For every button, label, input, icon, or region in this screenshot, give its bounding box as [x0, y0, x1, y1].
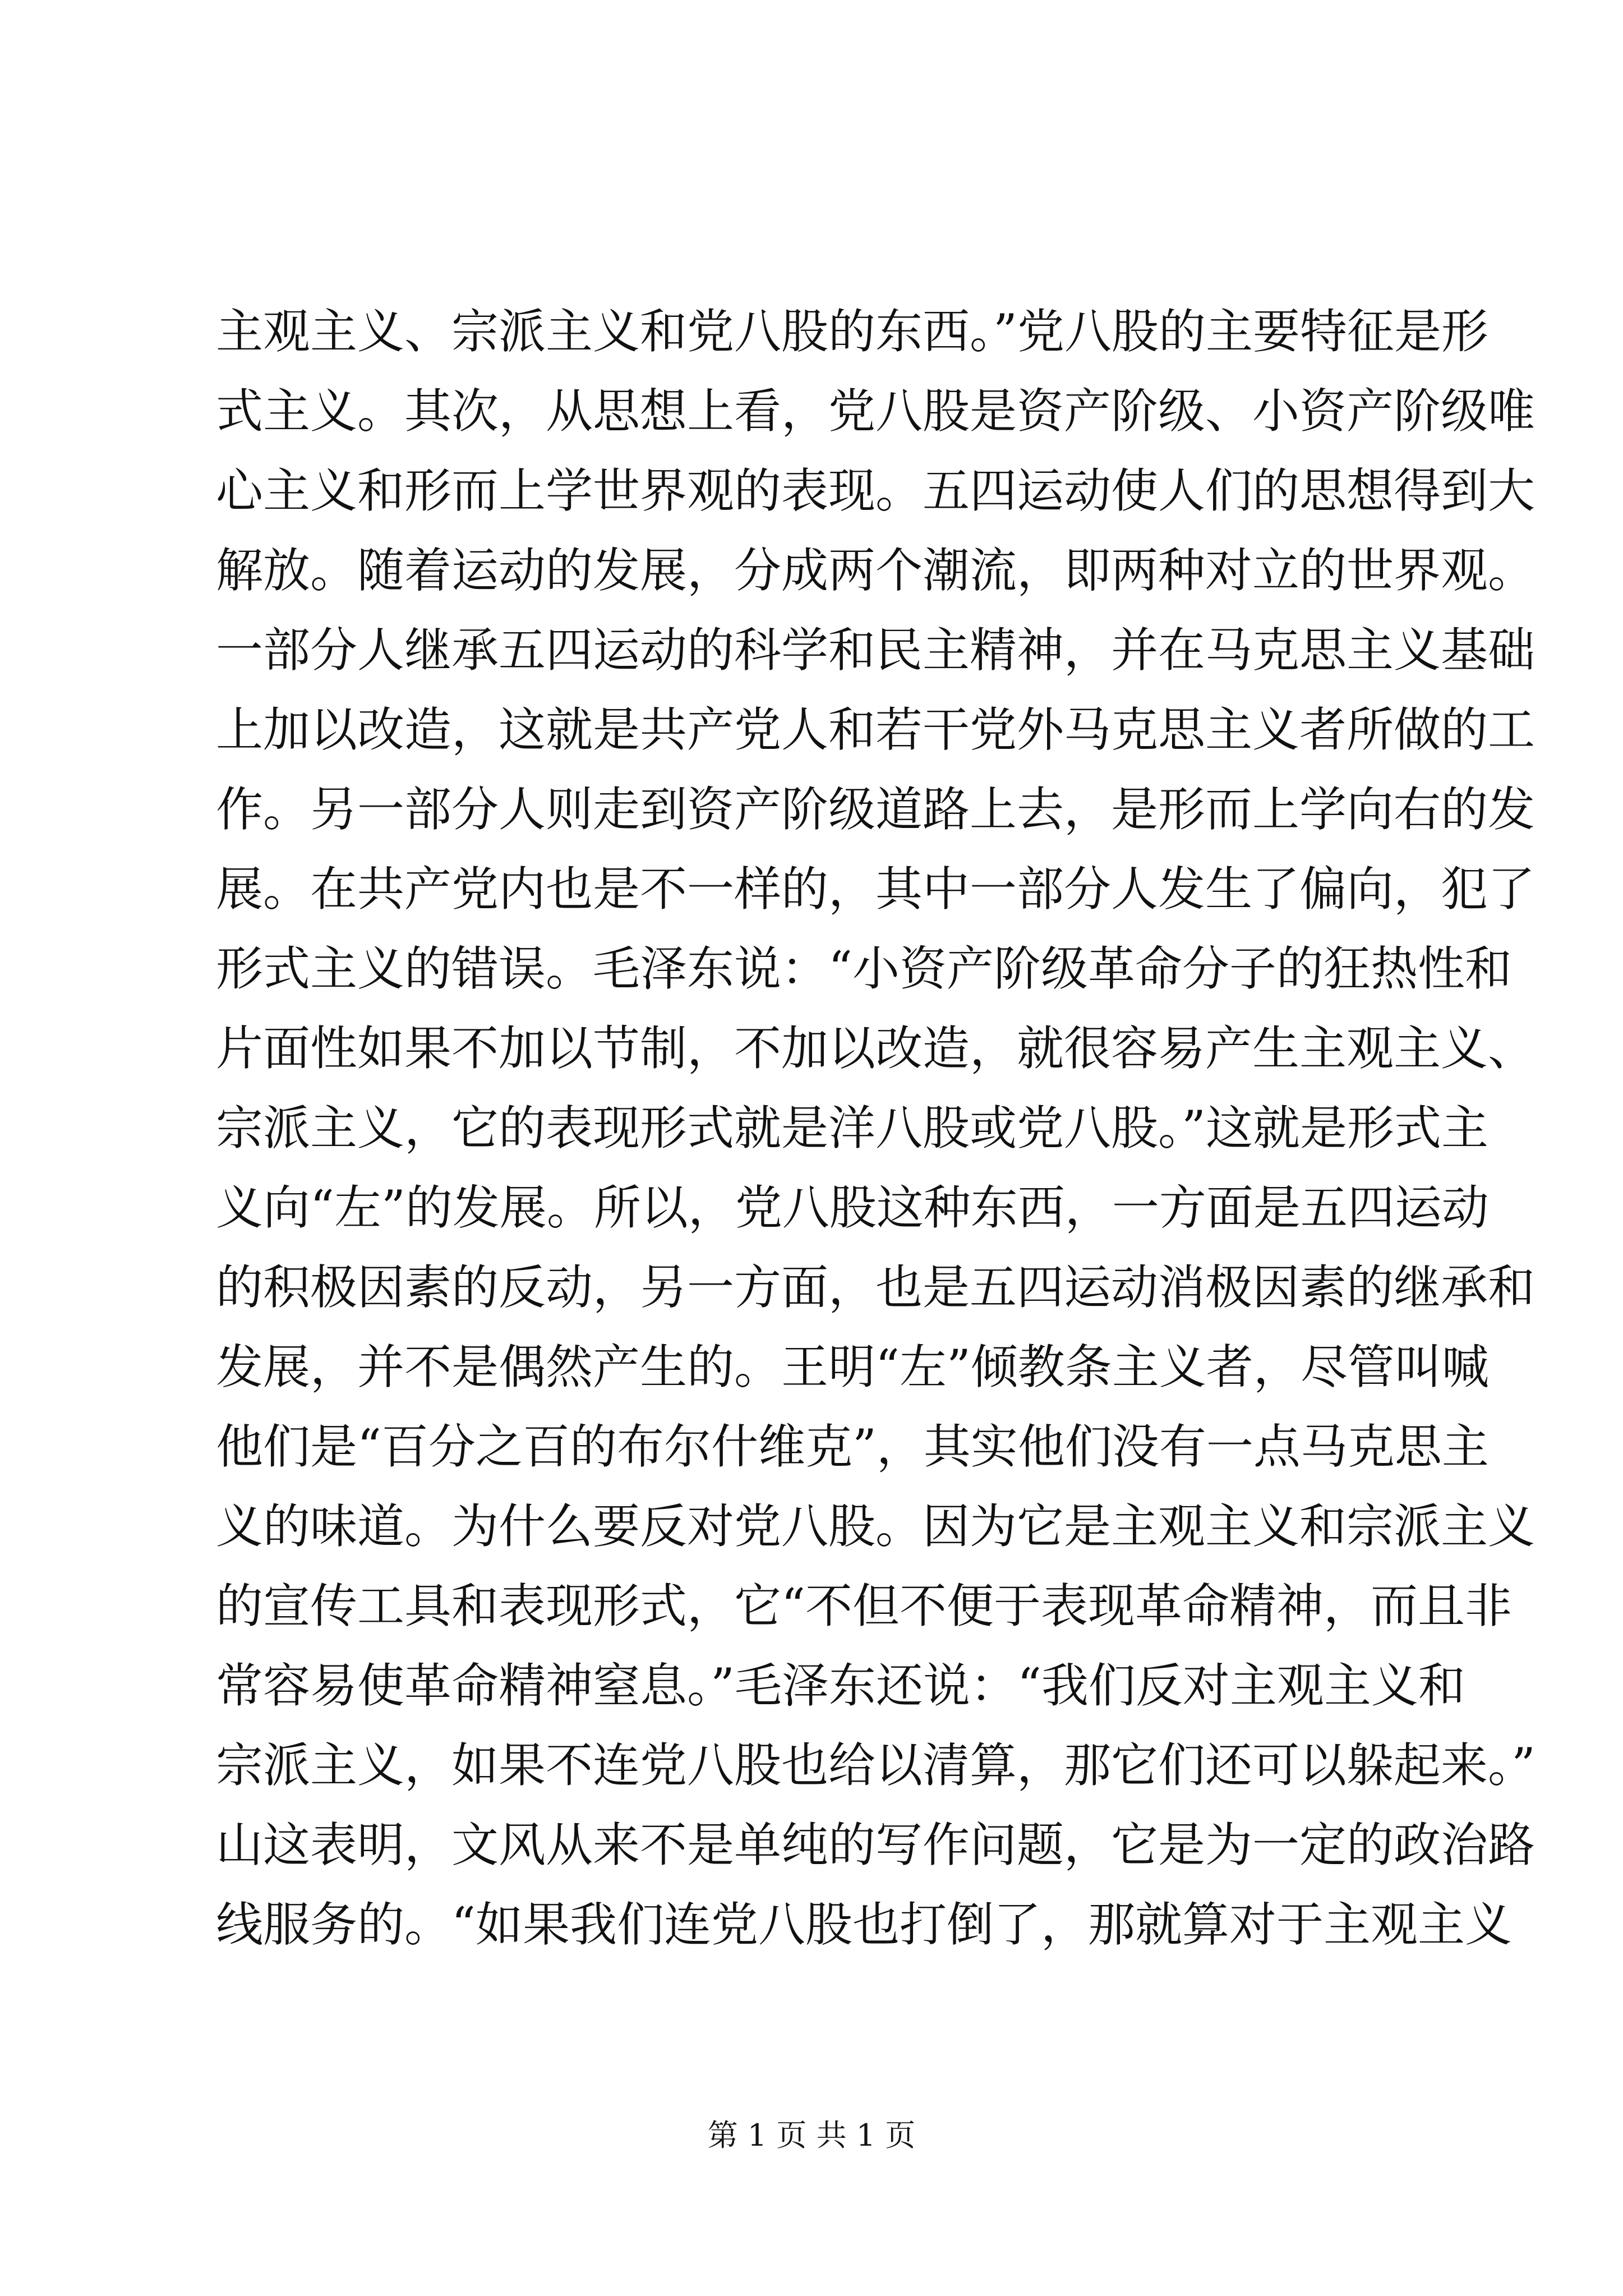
text-line: 作。另一部分人则走到资产阶级道路上去，是形而上学向右的发: [216, 782, 1536, 837]
text-line: 常容易使革命精神窒息。”毛泽东还说：“我们反对主观主义和: [216, 1658, 1465, 1713]
page-footer: [0, 2116, 1623, 2155]
text-line: 展。在共产党内也是不一样的，其中一部分人发生了偏向，犯了: [216, 862, 1536, 917]
page-number-label: 第 1 页 共 1 页: [707, 2118, 916, 2153]
text-line: 形式主义的错误。毛泽东说：“小资产阶级革命分子的狂热性和: [216, 941, 1512, 996]
text-line: 式主义。其次，从思想上看，党八股是资产阶级、小资产阶级唯: [216, 384, 1536, 439]
text-line: 片面性如果不加以节制，不加以改造，就很容易产生主观主义、: [216, 1021, 1536, 1076]
text-line: 主观主义、宗派主义和党八股的东西。”党八股的主要特征是形: [216, 304, 1488, 359]
text-line: 宗派主义，如果不连党八股也给以清算，那它们还可以躲起来。”: [216, 1738, 1536, 1793]
body-text: [216, 292, 1536, 1964]
text-line: 宗派主义，它的表现形式就是洋八股或党八股。”这就是形式主: [216, 1101, 1488, 1156]
text-line: 发展，并不是偶然产生的。王明“左”倾教条主义者，尽管叫喊: [216, 1340, 1489, 1395]
text-line: 义的味道。为什么要反对党八股。因为它是主观主义和宗派主义: [216, 1499, 1536, 1554]
text-line: 他们是“百分之百的布尔什维克”，其实他们没有一点马克思主: [216, 1419, 1489, 1474]
text-line: 的宣传工具和表现形式，它“不但不便于表现革命精神，而且非: [216, 1579, 1512, 1634]
text-line: 线服务的。“如果我们连党八股也打倒了，那就算对于主观主义: [216, 1897, 1512, 1952]
text-line: 上加以改造，这就是共产党人和若干党外马克思主义者所做的工: [216, 702, 1536, 757]
text-line: 解放。随着运动的发展，分成两个潮流，即两种对立的世界观。: [216, 543, 1536, 598]
text-line: 的积极因素的反动，另一方面，也是五四运动消极因素的继承和: [216, 1260, 1536, 1315]
text-line: 心主义和形而上学世界观的表现。五四运动使人们的思想得到大: [216, 463, 1536, 518]
text-line: 义向“左”的发展。所以，党八股这种东西，一方面是五四运动: [216, 1180, 1489, 1235]
text-line: 山这表明，文风从来不是单纯的写作问题，它是为一定的政治路: [216, 1818, 1536, 1872]
text-line: 一部分人继承五四运动的科学和民主精神，并在马克思主义基础: [216, 623, 1536, 678]
